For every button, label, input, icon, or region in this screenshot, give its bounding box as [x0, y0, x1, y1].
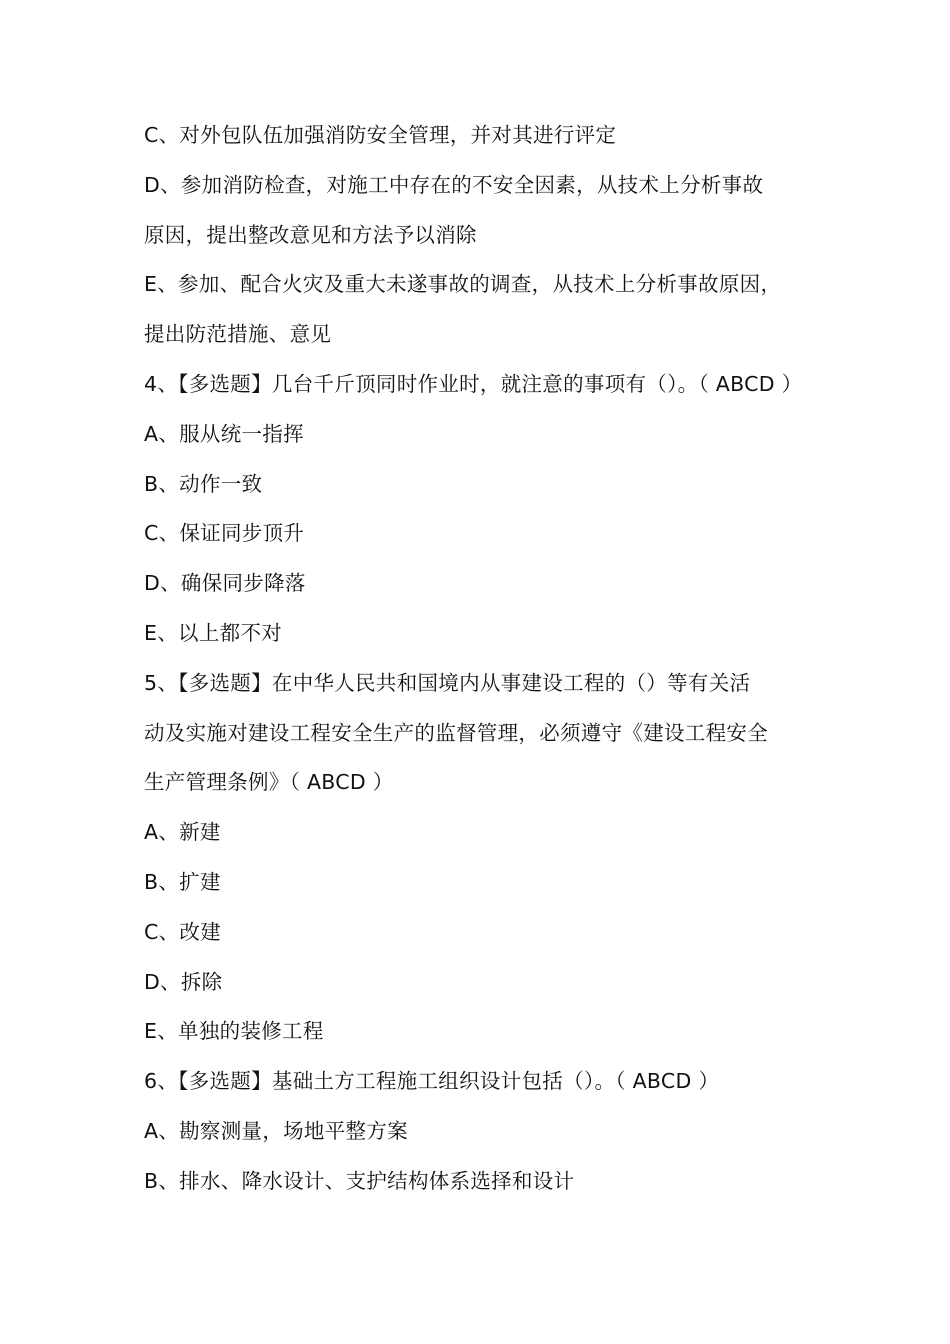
option-e-line-1: E、参加、配合火灾及重大未遂事故的调查，从技术上分析事故原因，	[144, 272, 782, 297]
question-4-option-c: C、保证同步顶升	[144, 521, 305, 546]
option-c-line: C、对外包队伍加强消防安全管理，并对其进行评定	[144, 123, 617, 147]
question-6: 6、【多选题】基础土方工程施工组织设计包括（）。（ ABCD ）	[144, 1069, 720, 1094]
question-6-option-b: B、排水、降水设计、支护结构体系选择和设计	[144, 1168, 575, 1193]
option-d-line-2: 原因，提出整改意见和方法予以消除	[144, 222, 477, 247]
question-5-line-3: 生产管理条例》（ ABCD ）	[144, 770, 394, 795]
question-6-option-a: A、勘察测量，场地平整方案	[144, 1118, 408, 1143]
option-d-line-1: D、参加消防检查，对施工中存在的不安全因素，从技术上分析事故	[144, 172, 764, 197]
question-5-option-a: A、新建	[144, 820, 221, 845]
question-5-option-d: D、拆除	[144, 969, 223, 994]
question-5-line-1: 5、【多选题】在中华人民共和国境内从事建设工程的（）等有关活	[144, 670, 751, 695]
question-4-option-a: A、服从统一指挥	[144, 421, 304, 446]
question-5-option-c: C、改建	[144, 919, 222, 944]
question-5-option-e: E、单独的装修工程	[144, 1019, 324, 1044]
question-4-option-b: B、动作一致	[144, 471, 263, 496]
question-5-line-2: 动及实施对建设工程安全生产的监督管理，必须遵守《建设工程安全	[144, 720, 768, 745]
question-4-option-e: E、以上都不对	[144, 620, 283, 645]
question-5-option-b: B、扩建	[144, 869, 221, 894]
option-e-line-2: 提出防范措施、意见	[144, 322, 332, 347]
document-body	[144, 111, 814, 1207]
question-4-option-d: D、确保同步降落	[144, 571, 306, 596]
question-4: 4、【多选题】几台千斤顶同时作业时，就注意的事项有（）。（ ABCD ）	[144, 371, 803, 396]
